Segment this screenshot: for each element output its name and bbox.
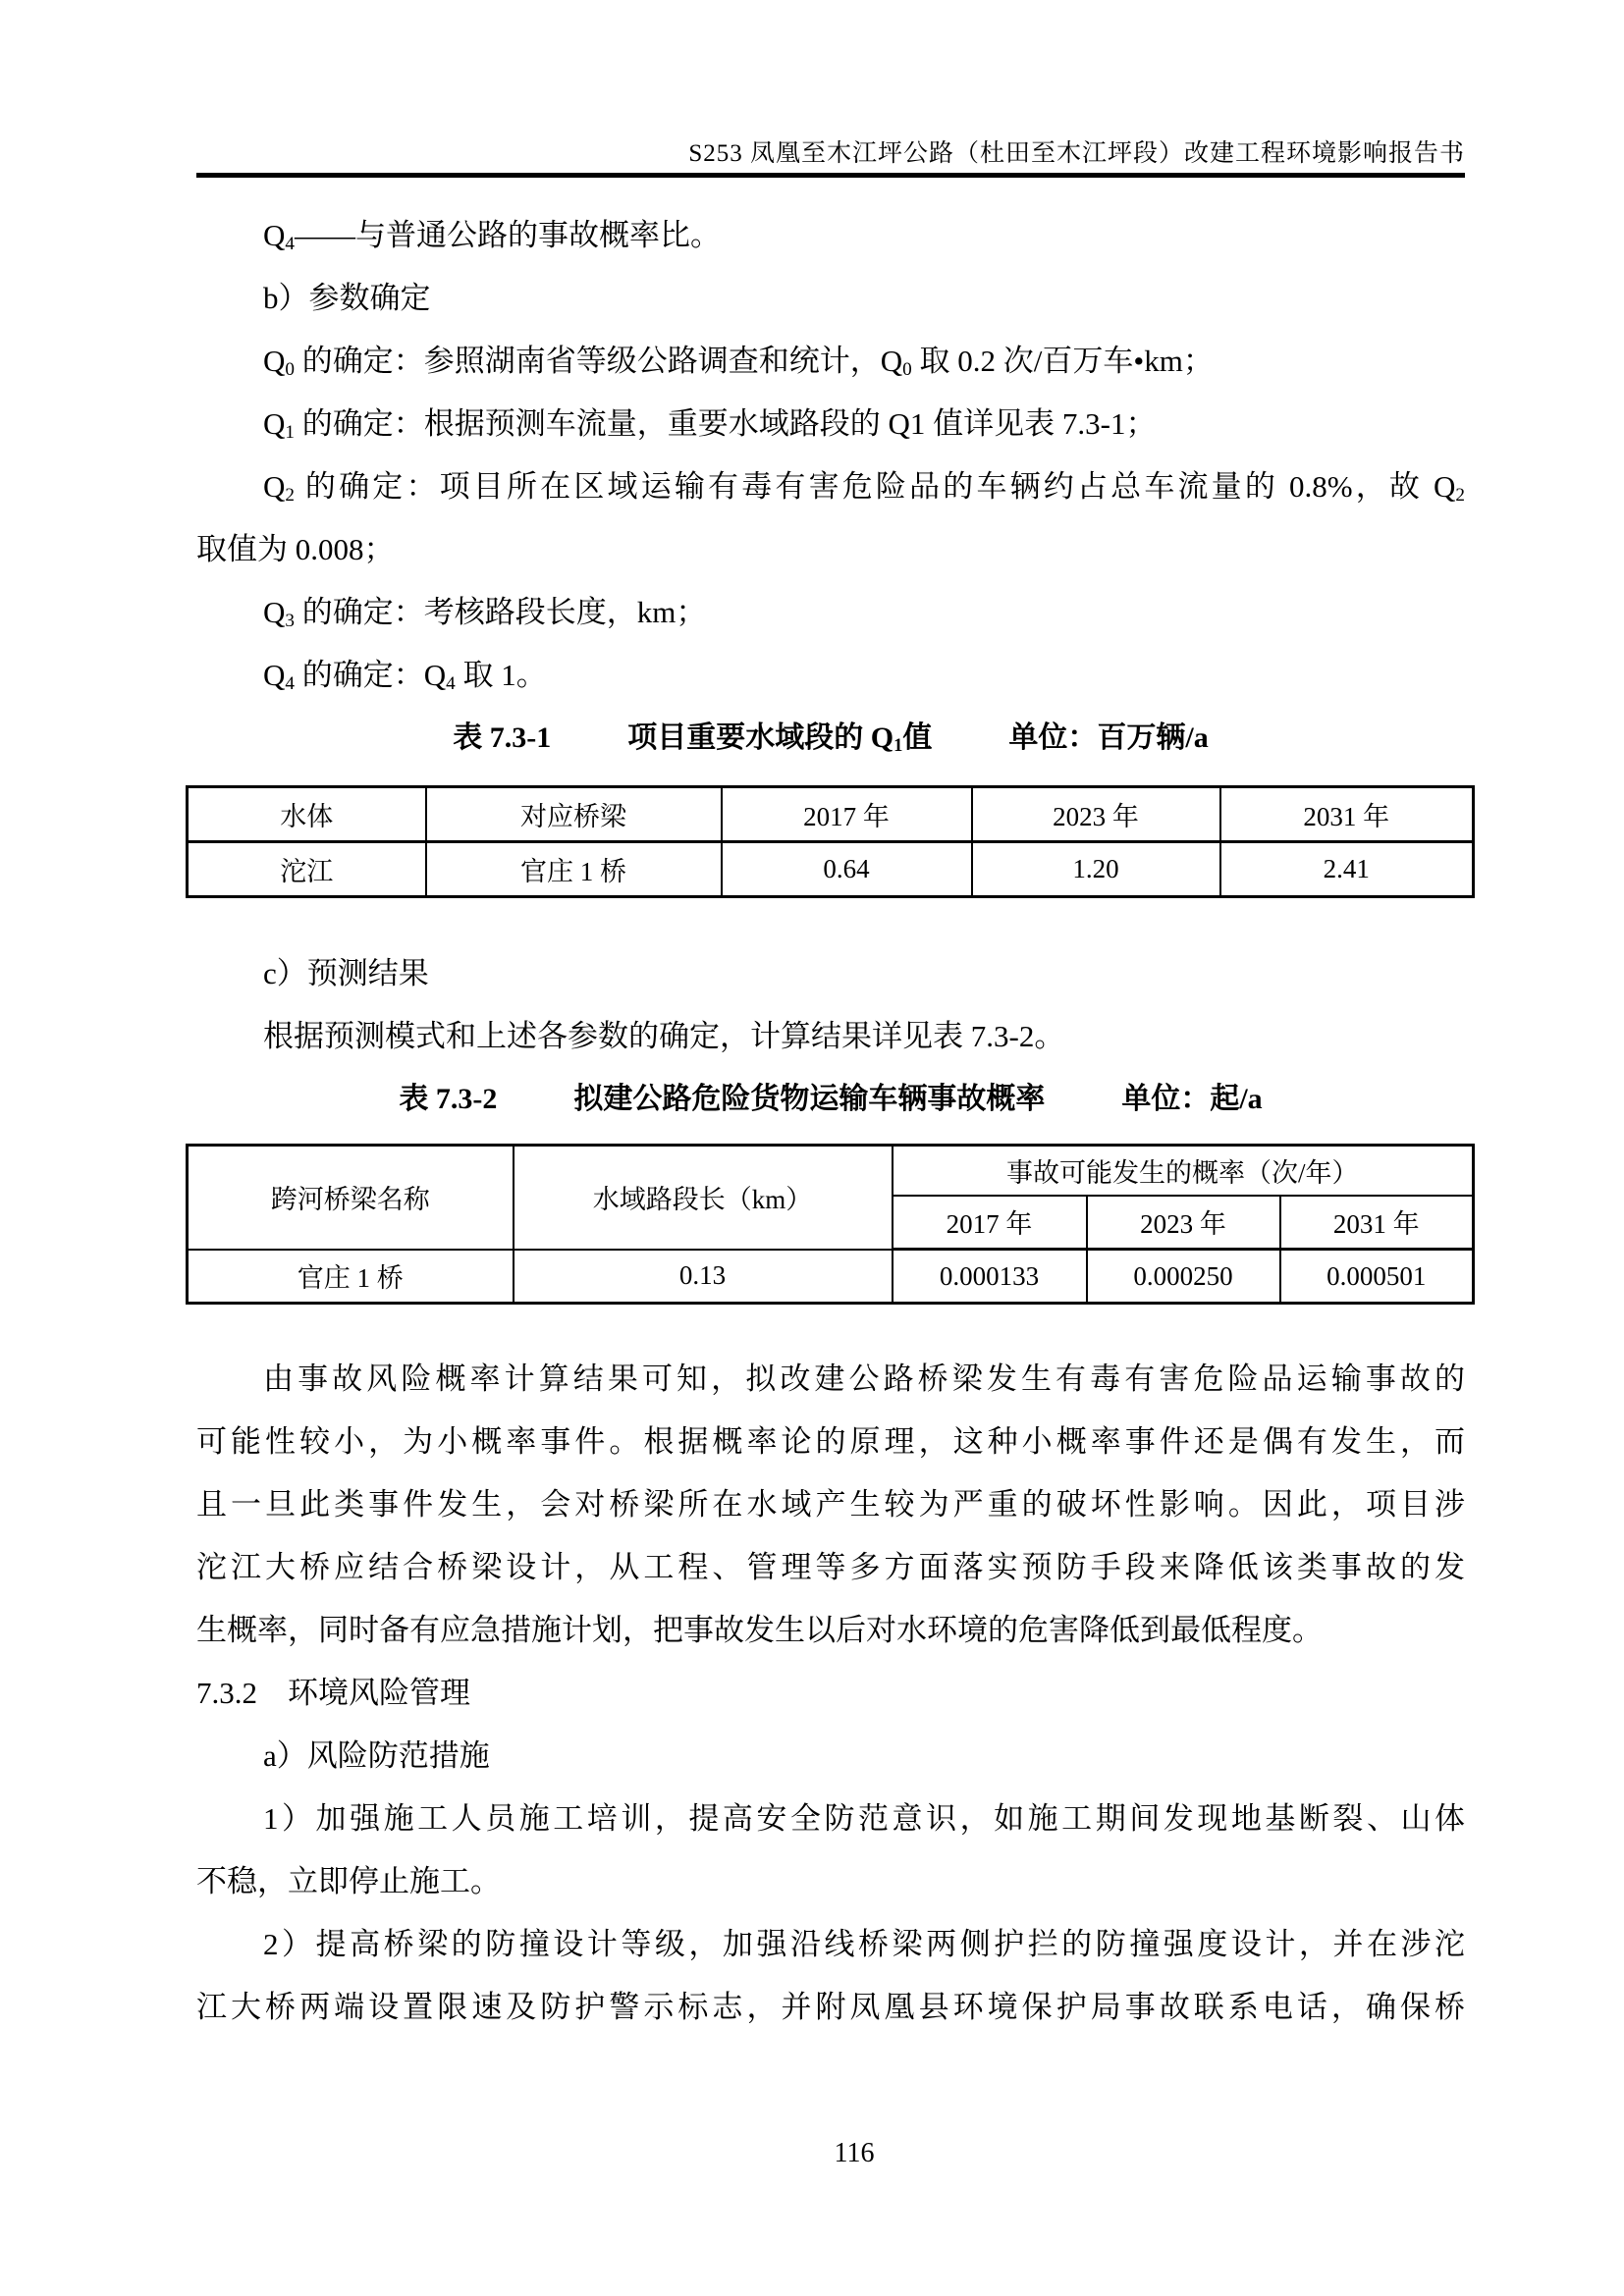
table-732-header-segment-length: 水域路段长（km） [514,1146,893,1250]
risk-paragraph-line: 由事故风险概率计算结果可知，拟改建公路桥梁发生有毒有害危险品运输事故的 [263,1362,1465,1396]
measure-1-line-2: 不稳，立即停止施工。 [196,1864,501,1898]
table-732-caption [196,1068,1465,1131]
line-q0-definition: $Q_0$ 的确定：参照湖南省等级公路调查和统计，$Q_0$ 取 0.2 次/百万车•km； [263,344,1214,381]
table-731-data-row [188,842,1474,897]
measure-1-line-1: 1）加强施工人员施工培训，提高安全防范意识，如施工期间发现地基断裂、山体 [263,1801,1465,1836]
table-731-cell-2023: 1.20 [972,842,1220,897]
risk-paragraph-line: 可能性较小，为小概率事件。根据概率论的原理，这种小概率事件还是偶有发生，而 [196,1424,1465,1459]
page-content [196,0,1465,2170]
subsection-b-heading: b）参数确定 [263,281,431,315]
page-footer [196,2137,1465,2170]
page-number: 116 [834,2138,875,2168]
risk-conclusion-paragraph [196,1348,1465,2039]
risk-paragraph-line: 生概率，同时备有应急措施计划，把事故发生以后对水环境的危害降低到最低程度。 [196,1613,1323,1647]
table-732-header-row-top [188,1146,1474,1196]
section-prediction-results [196,942,1465,1068]
table-731-caption-unit: 单位：百万辆/a [1008,721,1209,754]
table-732-header-2031: 2031 年 [1280,1196,1474,1250]
report-title: S253 凤凰至木江坪公路（杜田至木江坪段）改建工程环境影响报告书 [688,140,1465,167]
table-731-header-2017: 2017 年 [722,787,972,842]
table-731-cell-2017: 0.64 [722,842,972,897]
risk-paragraph-line: 沱江大桥应结合桥梁设计，从工程、管理等多方面落实预防手段来降低该类事故的发 [196,1550,1465,1584]
table-732-header-probability-group: 事故可能发生的概率（次/年） [893,1146,1474,1196]
table-732-cell-length: 0.13 [514,1250,893,1304]
table-732-cell-2023: 0.000250 [1087,1250,1280,1304]
table-732-caption-label: 表 7.3-2 [399,1083,498,1115]
table-731-cell-water-body: 沱江 [188,842,426,897]
table-732-caption-title: 拟建公路危险货物运输车辆事故概率 [573,1083,1046,1115]
table-732-header-bridge-name: 跨河桥梁名称 [188,1146,514,1250]
table-731-header-2031: 2031 年 [1220,787,1474,842]
subsection-a-heading: a）风险防范措施 [263,1738,490,1773]
line-result-intro: 根据预测模式和上述各参数的确定，计算结果详见表 7.3-2。 [263,1019,1065,1053]
line-q4-ratio-definition: $Q_4——$与普通公路的事故概率比。 [263,218,721,255]
line-q1-definition: $Q_1$ 的确定：根据预测车流量，重要水域路段的 Q1 值详见表 7.3-1； [263,406,1157,444]
section-732-heading: 7.3.2 环境风险管理 [196,1676,470,1710]
table-732-cell-2031: 0.000501 [1280,1250,1474,1304]
table-732-header-2017: 2017 年 [893,1196,1087,1250]
table-731-caption-title: 项目重要水域段的 $Q_1$值 [627,721,933,757]
table-731-header-bridge: 对应桥梁 [426,787,722,842]
table-732-data-row [188,1250,1474,1304]
line-q3-definition: $Q_3$ 的确定：考核路段长度，km； [263,595,707,632]
table-732-cell-2017: 0.000133 [893,1250,1087,1304]
line-q2-continuation: 取值为 0.008； [196,532,395,566]
line-q2-definition: $Q_2$ 的确定：项目所在区域运输有毒有害危险品的车辆约占总车流量的 0.8%，故 $Q_2$ [263,469,1465,507]
measure-2-line-2: 江大桥两端设置限速及防护警示标志，并附凤凰县环境保护局事故联系电话，确保桥 [196,1990,1465,2024]
page-header [196,0,1465,178]
table-731-header-2023: 2023 年 [972,787,1220,842]
measure-2-line-1: 2）提高桥梁的防撞设计等级，加强沿线桥梁两侧护拦的防撞强度设计，并在涉沱 [263,1927,1465,1961]
risk-paragraph-line: 且一旦此类事件发生，会对桥梁所在水域产生较为严重的破坏性影响。因此，项目涉 [196,1487,1465,1522]
table-732-header-2023: 2023 年 [1087,1196,1280,1250]
table-732-caption-unit: 单位：起/a [1121,1083,1263,1115]
section-parameters [196,204,1465,707]
table-732 [186,1144,1475,1305]
subsection-c-heading: c）预测结果 [263,956,429,990]
table-732-cell-bridge: 官庄 1 桥 [188,1250,514,1304]
table-731-cell-bridge: 官庄 1 桥 [426,842,722,897]
header-rule [196,173,1465,178]
table-731-caption [196,707,1465,770]
table-731-cell-2031: 2.41 [1220,842,1474,897]
table-731-header-water-body: 水体 [188,787,426,842]
table-731-caption-label: 表 7.3-1 [453,721,552,754]
line-q4-definition: $Q_4$ 的确定：$Q_4$ 取 1。 [263,658,547,695]
table-731 [186,785,1475,898]
table-731-header-row [188,787,1474,842]
